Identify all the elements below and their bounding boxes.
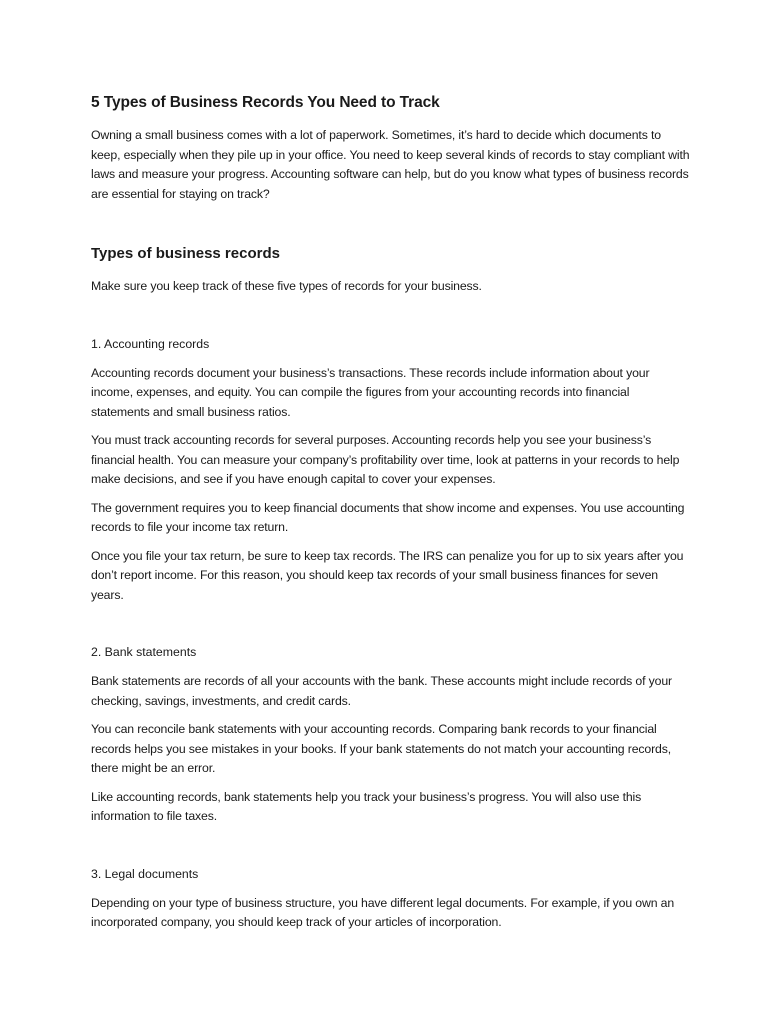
body-paragraph: Depending on your type of business structure, you have different legal documents. For example, if you own an incorporated company, you should keep track of your articles of incorporation. xyxy=(91,895,675,929)
section-heading-accounting-records: 1. Accounting records xyxy=(91,336,210,351)
types-intro-paragraph: Make sure you keep track of these five types of records for your business. xyxy=(91,279,482,293)
body-paragraph: The government requires you to keep financial documents that show income and expenses. You use accounting records to file your income tax return. xyxy=(91,500,685,534)
document-page xyxy=(91,93,691,942)
intro-paragraph: Owning a small business comes with a lot of paperwork. Sometimes, it’s hard to decide which documents to keep, especially when they pile up in your office. You need to keep several kinds of records to stay compliant with laws and measure your progress. Accounting software can help, but do you know what types of business records are essential for staying on track? xyxy=(91,128,690,201)
body-paragraph: Accounting records document your business’s transactions. These records include information about your income, expenses, and equity. You can compile the figures from your accounting records into financial statements and small business ratios. xyxy=(91,365,650,419)
document-title: 5 Types of Business Records You Need to Track xyxy=(91,94,440,111)
body-paragraph: You must track accounting records for several purposes. Accounting records help you see your business’s financial health. You can measure your company’s profitability over time, look at patterns in your records to help make decisions, and see if you have enough capital to cover your expenses. xyxy=(91,433,680,486)
body-paragraph: Bank statements are records of all your accounts with the bank. These accounts might include records of your checking, savings, investments, and credit cards. xyxy=(91,674,672,708)
body-paragraph: Once you file your tax return, be sure to keep tax records. The IRS can penalize you for up to six years after you don’t report income. For this reason, you should keep tax records of your small business finances for seven years. xyxy=(91,548,684,602)
types-heading: Types of business records xyxy=(91,245,280,262)
body-paragraph: Like accounting records, bank statements help you track your business’s progress. You will also use this information to file taxes. xyxy=(91,789,642,823)
section-heading-bank-statements: 2. Bank statements xyxy=(91,645,197,659)
section-heading-legal-documents: 3. Legal documents xyxy=(91,866,199,881)
body-paragraph: You can reconcile bank statements with your accounting records. Comparing bank records to your financial records helps you see mistakes in your books. If your bank statements do not match your accounting records, there might be an error. xyxy=(91,722,671,775)
